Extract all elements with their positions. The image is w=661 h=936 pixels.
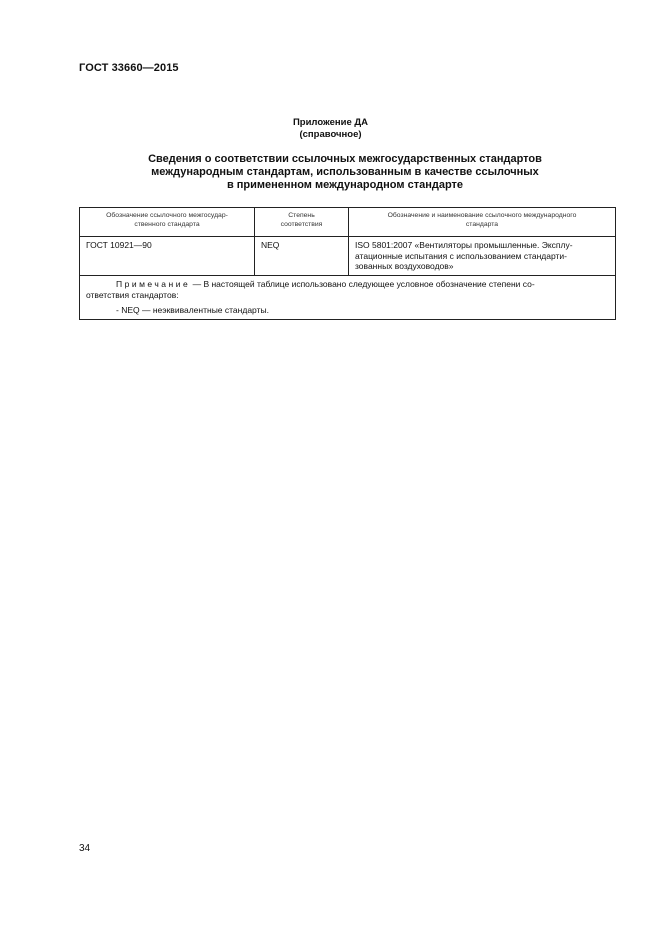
annex-label: Приложение ДА (292, 117, 369, 128)
annex-title-line: международным стандартам, использованным в качестве ссылочных (151, 166, 539, 178)
cell-interstate-standard: ГОСТ 10921—90 (80, 237, 255, 276)
note-label: Примечание (116, 278, 191, 289)
table-note (80, 275, 616, 319)
header-international-standard: Обозначение и наименование ссылочного международного стандарта (349, 208, 616, 237)
note-text: — В настоящей таблице использовано следующее условное обозначение степени со- (192, 278, 535, 289)
cell-degree: NEQ (255, 237, 349, 276)
annex-type: (справочное) (299, 129, 362, 140)
annex-title-line: в примененном международном стандарте (226, 179, 464, 191)
document-code: ГОСТ 33660—2015 (79, 62, 179, 74)
table-header-row (80, 208, 616, 237)
table-row (80, 237, 616, 276)
table-note-row (80, 275, 616, 319)
page-number: 34 (79, 843, 91, 854)
annex-heading (0, 117, 661, 141)
cell-international-standard: ISO 5801:2007 «Вентиляторы промышленные. Эксплу- атационные испытания с использованием стандарти- зованных воздуховодов» (349, 237, 616, 276)
note-legend: - NEQ — неэквивалентные стандарты. (116, 304, 269, 315)
annex-title-line: Сведения о соответствии ссылочных межгосударственных стандартов (148, 153, 542, 165)
correspondence-table (79, 207, 616, 320)
header-degree: Степень соответствия (255, 208, 349, 237)
annex-title (100, 153, 590, 192)
header-interstate-standard: Обозначение ссылочного межгосудар- ственного стандарта (80, 208, 255, 237)
note-text-continued: ответствия стандартов: (86, 289, 179, 300)
